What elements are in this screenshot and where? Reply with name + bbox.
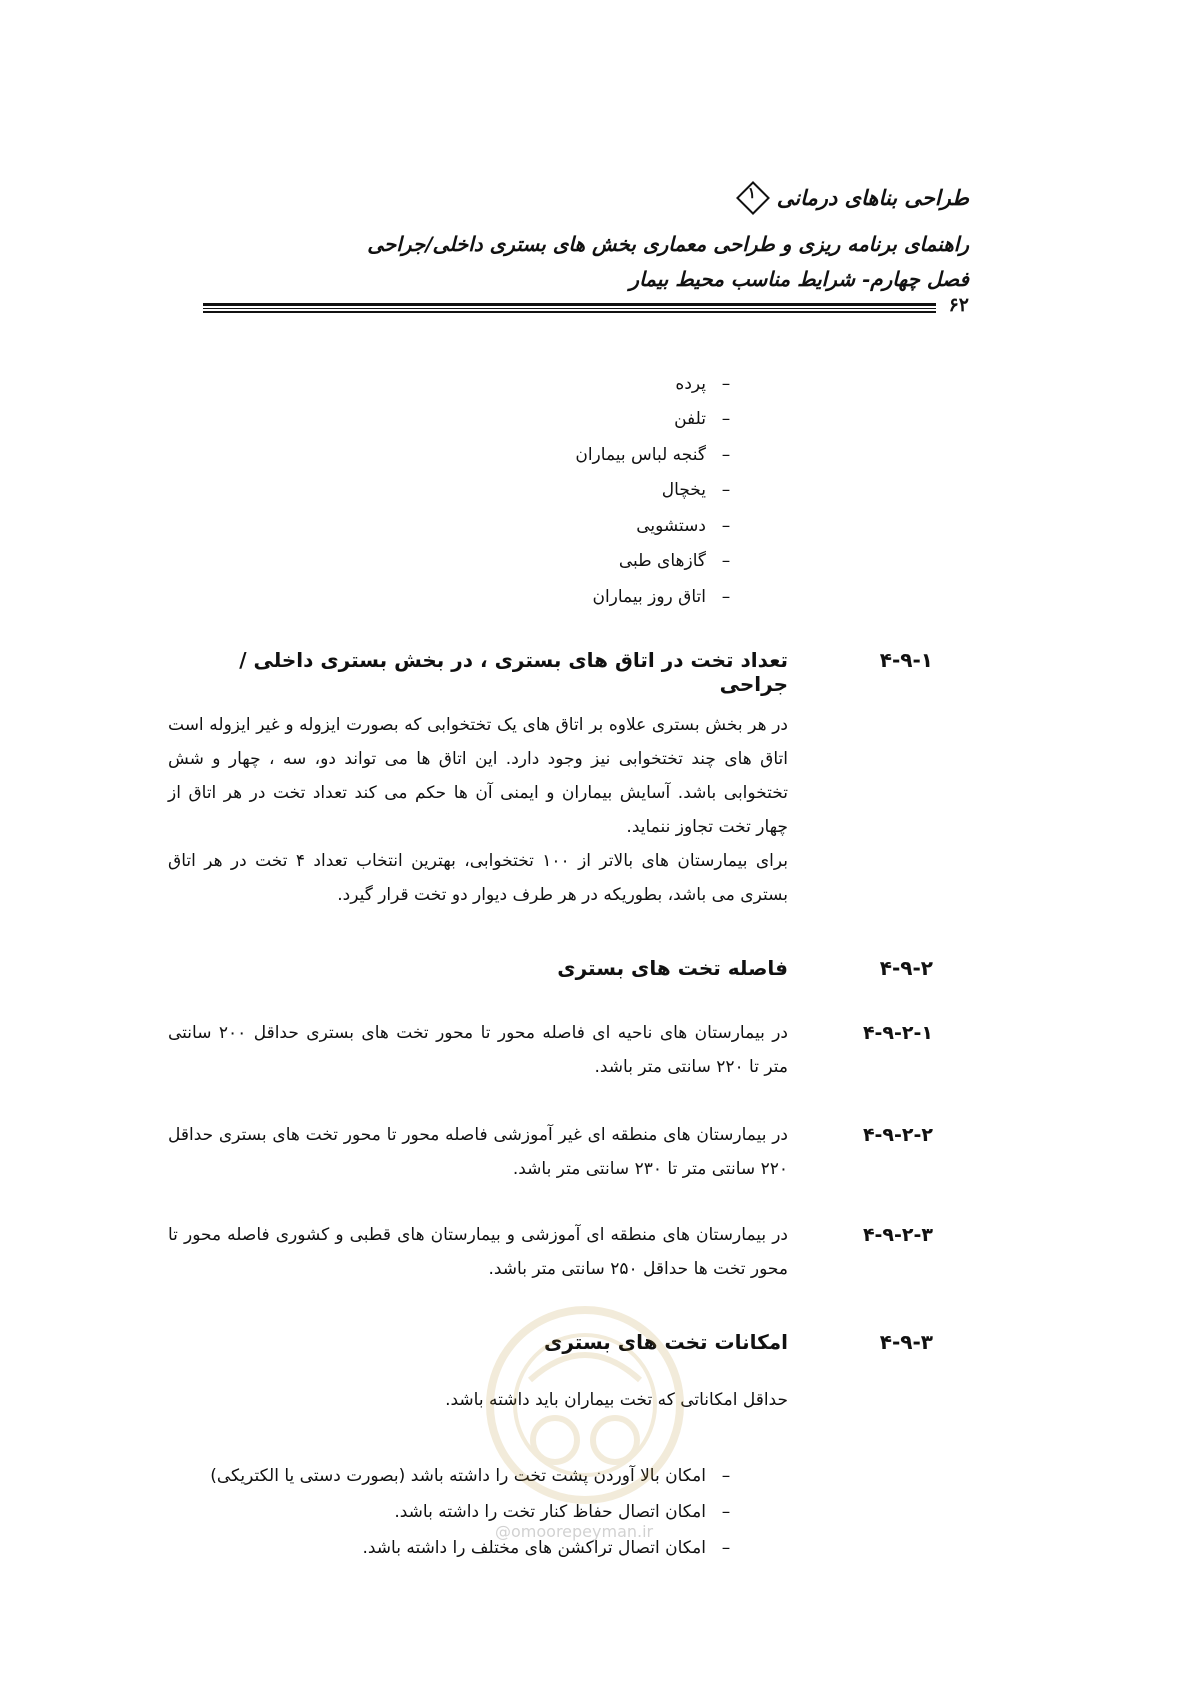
- subsection-number: ۴-۹-۲-۱: [862, 1022, 933, 1044]
- list-item: – امکان بالا آوردن پشت تخت را داشته باشد (بصورت دستی یا الکتریکی): [210, 1466, 731, 1486]
- list-item: – امکان اتصال حفاظ کنار تخت را داشته باشد.: [394, 1502, 731, 1522]
- list-item: – گازهای طبی: [618, 551, 731, 572]
- header-chapter: فصل چهارم- شرایط مناسب محیط بیمار: [629, 267, 969, 291]
- section-heading: تعداد تخت در اتاق های بستری ، در بخش بستری داخلی / جراحی: [239, 648, 788, 696]
- header-rule: [203, 311, 936, 313]
- list-item: – پرده: [675, 373, 731, 394]
- watermark-logo-icon: [470, 1290, 700, 1520]
- section-heading: امکانات تخت های بستری: [544, 1330, 788, 1354]
- subsection-paragraph: در بیمارستان های منطقه ای غیر آموزشی فاصله محور تا محور تخت های بستری حداقل ۲۲۰ سانتی متر تا ۲۳۰ سانتی متر باشد.: [168, 1125, 788, 1179]
- page-number: ۶۲: [943, 294, 969, 316]
- subsection-paragraph: در بیمارستان های ناحیه ای فاصله محور تا محور تخت های بستری حداقل ۲۰۰ سانتی متر تا ۲۲۰ سانتی متر باشد.: [168, 1023, 789, 1077]
- subsection-number: ۴-۹-۲-۲: [862, 1124, 933, 1146]
- book-number-badge: [737, 182, 767, 212]
- list-item: – دستشویی: [636, 515, 731, 536]
- section-number: ۴-۹-۱: [879, 648, 933, 672]
- subsection-number: ۴-۹-۲-۳: [862, 1224, 933, 1246]
- book-title: طراحی بناهای درمانی: [776, 184, 969, 210]
- watermark-text: @omoorepeyman.ir: [495, 1522, 654, 1541]
- section-heading: فاصله تخت های بستری: [557, 956, 788, 980]
- section-number: ۴-۹-۳: [879, 1330, 933, 1354]
- header-subtitle: راهنمای برنامه ریزی و طراحی معماری بخش های بستری داخلی/جراحی: [367, 232, 969, 256]
- list-item: – یخچال: [661, 480, 731, 501]
- list-item: – امکان اتصال تراکشن های مختلف را داشته باشد.: [362, 1538, 731, 1558]
- section-number: ۴-۹-۲: [879, 956, 933, 980]
- equipment-list: [326, 366, 746, 615]
- section-paragraph: حداقل امکاناتی که تخت بیماران باید داشته باشد.: [445, 1390, 788, 1410]
- book-number: ۱: [747, 184, 756, 202]
- list-item: – تلفن: [674, 409, 731, 430]
- list-item: – گنجه لباس بیماران: [575, 444, 731, 465]
- header-rule: [203, 303, 936, 306]
- section-paragraph: در هر بخش بستری علاوه بر اتاق های یک تختخوابی که بصورت ایزوله و غیر ایزوله است اتاق های چند تختخوابی نیز وجود دارد. این اتاق ها می تواند دو، سه ، چهار و شش تختخوابی باشد. آسایش بیماران و ایمنی آن ها حکم می کند تعداد تخت در هر اتاق از چهار تخت تجاوز ننماید. برای بیمارستان های بالاتر از ۱۰۰ تختخوابی، بهترین انتخاب تعداد ۴ تخت در هر اتاق بستری می باشد، بطوریکه در هر طرف دیوار دو تخت قرار گیرد.: [168, 715, 788, 905]
- list-item: – اتاق روز بیماران: [592, 586, 731, 607]
- header-title-line: [209, 182, 969, 212]
- header-rule: [203, 308, 936, 309]
- subsection-paragraph: در بیمارستان های منطقه ای آموزشی و بیمارستان های قطبی و کشوری فاصله محور تا محور تخت ها حداقل ۲۵۰ سانتی متر باشد.: [168, 1225, 788, 1279]
